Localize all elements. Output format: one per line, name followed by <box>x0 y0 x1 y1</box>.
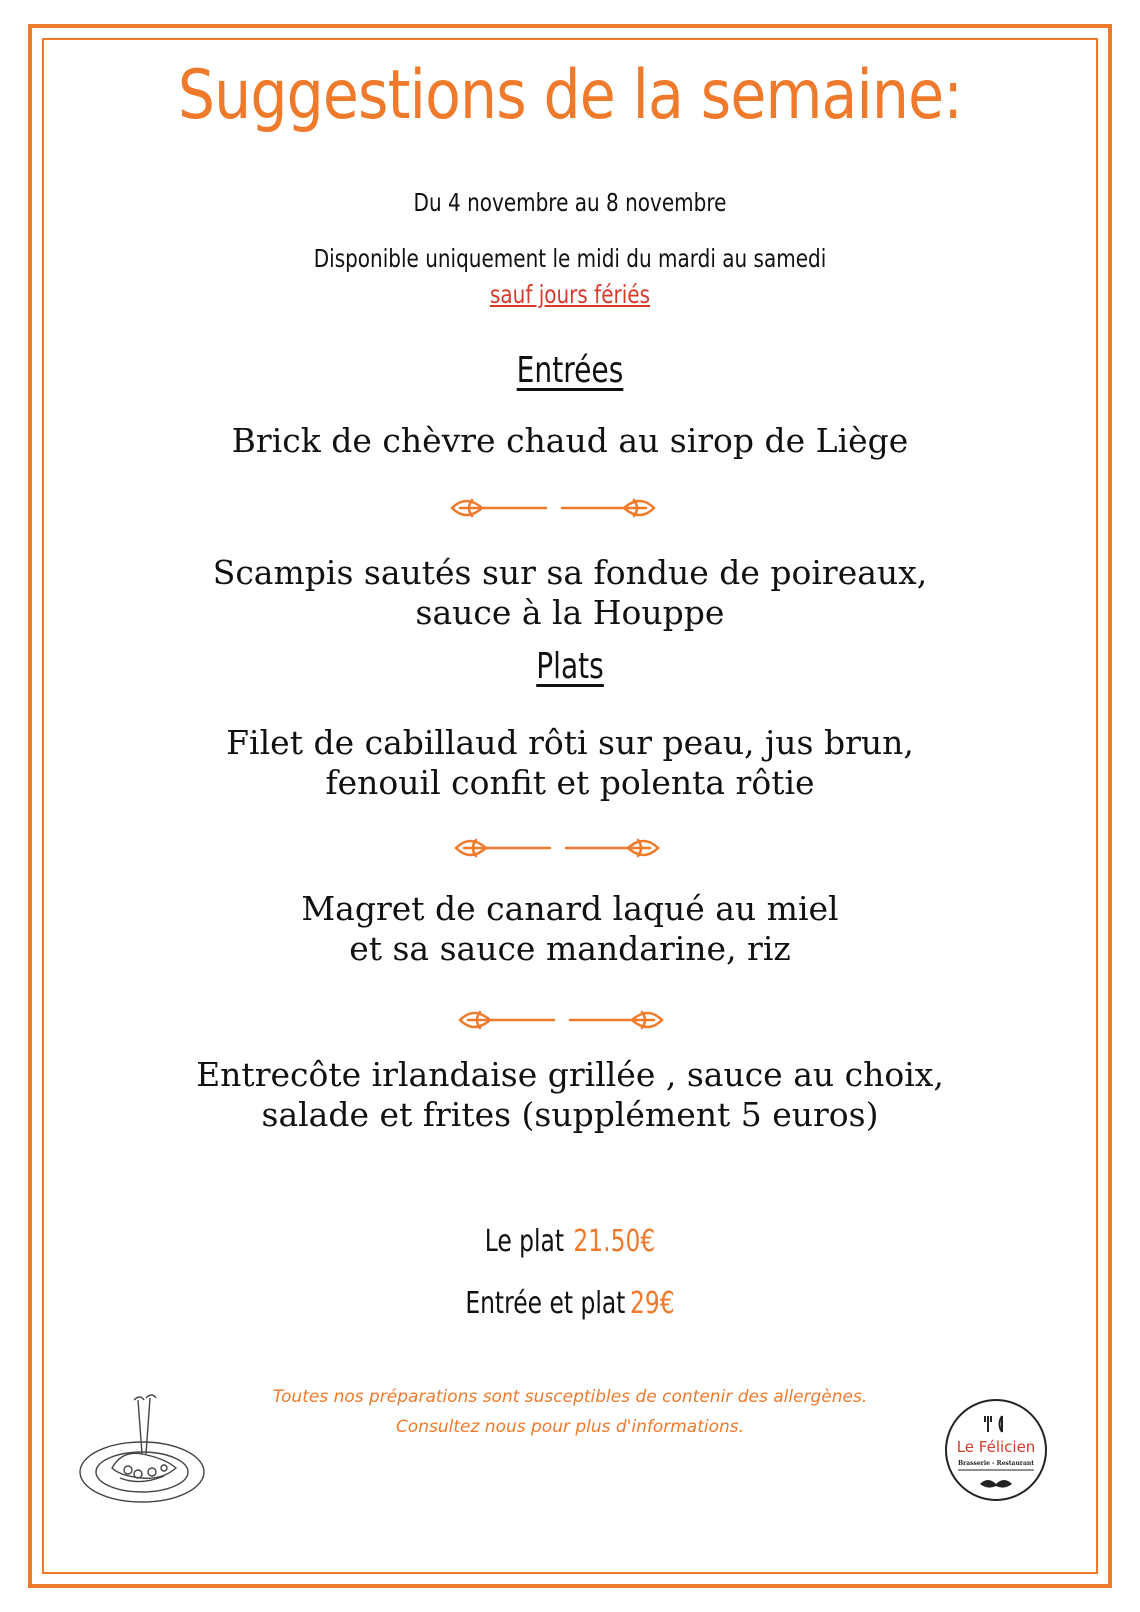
dish-entree-2-line2: sauce à la Houppe <box>415 593 725 632</box>
dish-plat-2-line2: et sa sauce mandarine, riz <box>349 929 791 968</box>
leaf-ornament-divider <box>0 492 1140 524</box>
dish-plat-2-line1: Magret de canard laqué au miel <box>301 889 839 928</box>
allergen-notice-line1: Toutes nos préparations sont susceptibles de contenir des allergènes. <box>272 1387 868 1407</box>
dish-entree-2-line1: Scampis sautés sur sa fondue de poireaux, <box>212 553 928 592</box>
dish-plat-1-line1: Filet de cabillaud rôti sur peau, jus brun, <box>226 723 914 762</box>
exception-text: sauf jours fériés <box>489 280 651 309</box>
leaf-ornament-divider <box>0 832 1140 864</box>
section-heading-plats: Plats <box>536 646 604 687</box>
price-combo <box>125 1286 1014 1321</box>
logo-name: Le Félicien <box>956 1438 1036 1456</box>
allergen-notice-line2: Consultez nous pour plus d'informations. <box>395 1417 745 1437</box>
price-plat-label: Le plat <box>484 1224 565 1259</box>
price-plat <box>125 1224 1014 1259</box>
dish-plat-3-line1: Entrecôte irlandaise grillée , sauce au choix, <box>196 1055 944 1094</box>
logo-tagline: Brasserie - Restaurant <box>957 1460 1034 1467</box>
date-range: Du 4 novembre au 8 novembre <box>413 188 727 217</box>
price-combo-label: Entrée et plat <box>465 1286 626 1321</box>
price-plat-amount: 21.50€ <box>573 1224 656 1259</box>
page-title: Suggestions de la semaine: <box>177 56 963 135</box>
dish-entree-1: Brick de chèvre chaud au sirop de Liège <box>231 421 909 460</box>
dish-sketch-illustration <box>72 1388 212 1512</box>
availability-text: Disponible uniquement le midi du mardi au samedi <box>313 244 827 273</box>
dish-plat-3-line2: salade et frites (supplément 5 euros) <box>261 1095 879 1134</box>
section-heading-entrees: Entrées <box>516 350 624 391</box>
dish-plat-1-line2: fenouil confit et polenta rôtie <box>325 763 815 802</box>
leaf-ornament-divider <box>0 1004 1140 1036</box>
price-combo-amount: 29€ <box>630 1286 675 1321</box>
